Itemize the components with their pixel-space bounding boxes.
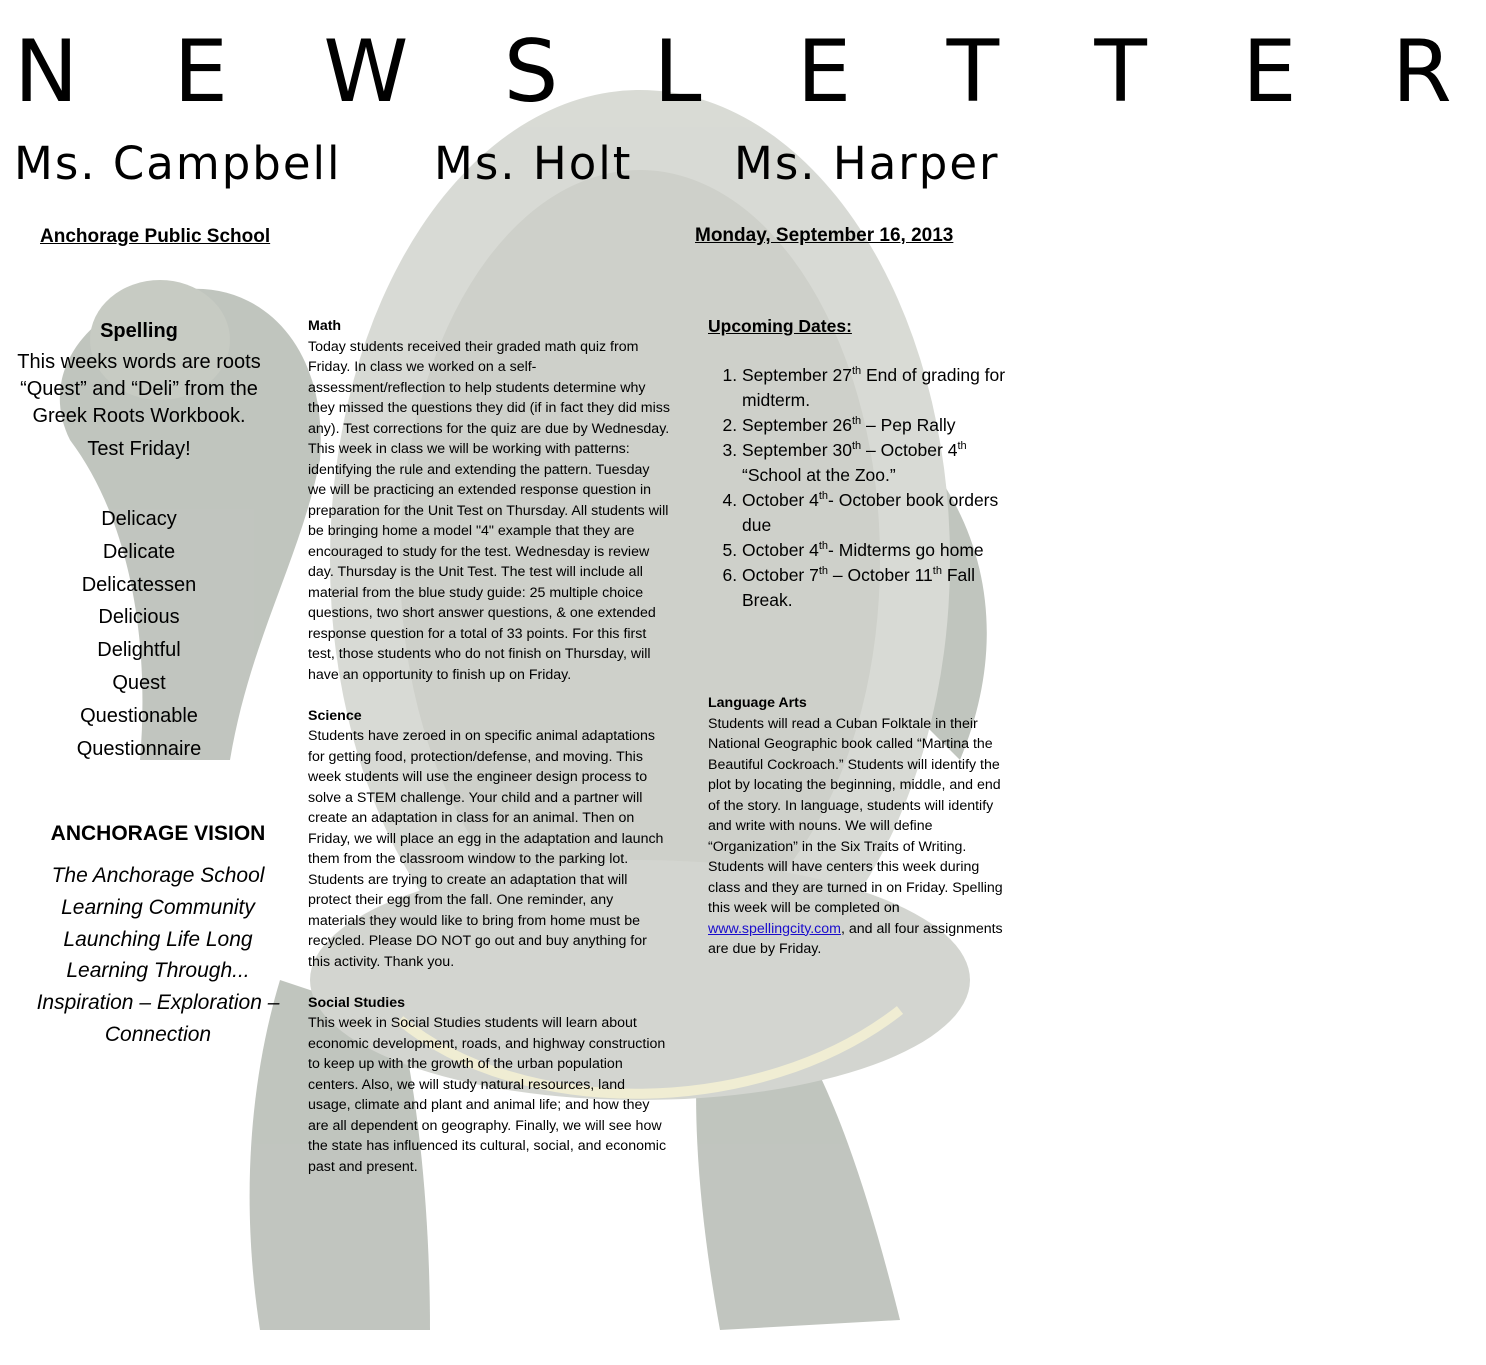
language-arts-text-end: , and all four assignments are due by Friday. (708, 920, 1003, 957)
teacher-name-holt: Ms. Holt (434, 137, 633, 190)
upcoming-dates-heading: Upcoming Dates: (708, 316, 852, 336)
language-arts-heading: Language Arts (708, 695, 807, 711)
upcoming-dates-list (708, 363, 1014, 613)
spelling-word: Quest (112, 671, 166, 694)
social-studies-heading: Social Studies (308, 994, 405, 1011)
math-heading: Math (308, 318, 342, 334)
social-studies-text: This week in Social Studies students will learn about economic development, roads, and highway construction to keep up with the growth of the urban population centers. Also, we will study natural resources, land usage, climate and plant and animal life; and how they are all dependent on geography. Finally, we will see how the state has influenced its cultural, social, and economic past and present. (308, 1015, 667, 1175)
math-text: Today students received their graded math quiz from Friday. In class we worked on a self-assessment/reflection to help students determine why they missed the questions they did (if in fact they did miss any). Test corrections for the quiz are due by Wednesday. This week in class we will be working with patterns: identifying the rule and extending the pattern. Tuesday we will be practicing an extended response question in preparation for the Unit Test on Thursday. All students will be bringing home a model "4" example that they are encouraged to study for the test. Wednesday is review day. Thursday is the Unit Test. The test will include all material from the blue study guide: 25 multiple choice questions, two short answer questions, & one extended response question for a total of 33 points. For this first test, those students who do not finish on Thursday, will have an opportunity to finish up on Friday. (308, 338, 670, 683)
upcoming-date-item: 2. September 26th – Pep Rally (742, 413, 1014, 438)
science-heading: Science (308, 707, 362, 724)
spelling-section (10, 318, 268, 765)
spelling-word: Delicious (98, 606, 180, 629)
newsletter-date: Monday, September 16, 2013 (695, 225, 954, 246)
vision-statement: The Anchorage School Learning Community Launching Life Long Learning Through... Inspiration – Exploration – Connection (36, 864, 280, 1046)
spelling-word: Delightful (97, 639, 181, 662)
spellingcity-link[interactable]: www.spellingcity.com (708, 920, 841, 937)
spelling-word: Delicatessen (81, 573, 197, 596)
language-arts-text: Students will read a Cuban Folktale in their National Geographic book called “Martina the Beautiful Cockroach.” Students will identify the plot by locating the beginning, middle, and end of the story. In language, students will identify and write with nouns. We will define “Organization” in the Six Traits of Writing. Students will have centers this week during class and they are turned in on Friday. Spelling this week will be completed on (708, 715, 1003, 916)
teacher-name-campbell: Ms. Campbell (14, 137, 342, 190)
upcoming-date-item: 6. October 7th – October 11th Fall Break. (742, 563, 1014, 613)
spelling-word-list (10, 503, 268, 765)
upcoming-column (708, 316, 1014, 960)
upcoming-date-item: 3. September 30th – October 4th “School at the Zoo.” (742, 438, 1014, 488)
spelling-word: Delicacy (101, 508, 177, 530)
vision-heading: ANCHORAGE VISION (50, 822, 266, 845)
teacher-names (14, 135, 1014, 193)
upcoming-date-item: 5. October 4th- Midterms go home (742, 538, 1014, 563)
spelling-heading: Spelling (100, 320, 178, 342)
upcoming-date-item: 1. September 27th End of grading for midterm. (742, 363, 1014, 413)
school-name: Anchorage Public School (40, 226, 271, 247)
spelling-description: This weeks words are roots “Quest” and “Deli” from the Greek Roots Workbook. (17, 351, 261, 427)
newsletter-title: N E W S L E T T E R (14, 22, 1486, 122)
spelling-word: Questionnaire (76, 737, 202, 760)
upcoming-date-item: 4. October 4th- October book orders due (742, 488, 1014, 538)
teacher-name-harper: Ms. Harper (734, 137, 1000, 190)
vision-section (28, 822, 288, 1051)
science-text: Students have zeroed in on specific animal adaptations for getting food, protection/defense, and moving. This week students will use the engineer design process to solve a STEM challenge. Your child and a partner will create an adaptation in class for an animal. Then on Friday, we will place an egg in the adaptation and launch them from the classroom window to the parking lot. Students are trying to create an adaptation that will protect their egg from the fall. One reminder, any materials they would like to bring from home must be recycled. Please DO NOT go out and buy anything for this activity. Thank you. (308, 728, 664, 970)
language-arts-section (708, 693, 1014, 960)
spelling-test-note: Test Friday! (87, 438, 191, 460)
spelling-word: Questionable (80, 704, 198, 727)
spelling-word: Delicate (102, 540, 176, 563)
subjects-column (308, 316, 670, 1198)
